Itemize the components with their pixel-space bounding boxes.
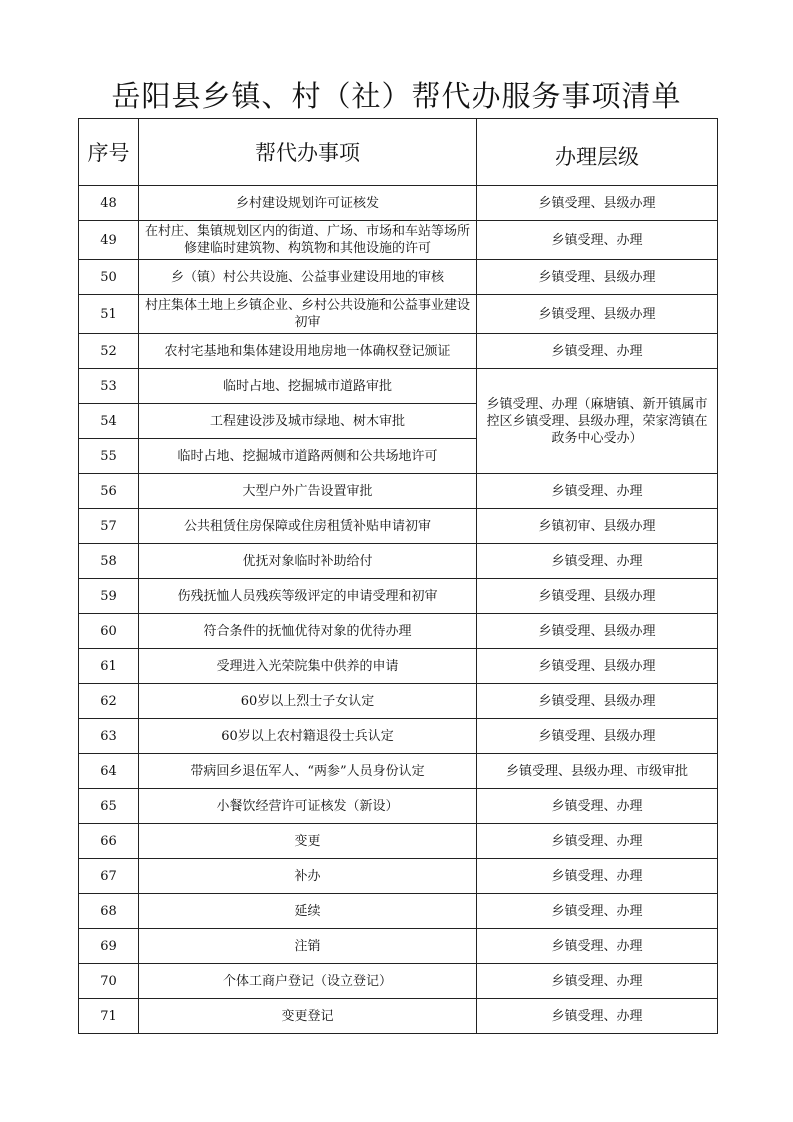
row-item: 农村宅基地和集体建设用地房地一体确权登记颁证: [139, 334, 477, 369]
table-row: [79, 260, 718, 295]
row-level: 乡镇初审、县级办理: [477, 509, 718, 544]
row-num: 63: [79, 719, 139, 754]
row-item: 临时占地、挖掘城市道路两侧和公共场地许可: [139, 439, 477, 474]
row-level-merged: 乡镇受理、办理（麻塘镇、新开镇属市控区乡镇受理、县级办理，荣家湾镇在政务中心受办）: [477, 369, 718, 474]
table-header-row: [79, 119, 718, 186]
row-num: 64: [79, 754, 139, 789]
row-level: 乡镇受理、县级办理: [477, 684, 718, 719]
row-level: 乡镇受理、办理: [477, 964, 718, 999]
row-level: 乡镇受理、办理: [477, 221, 718, 260]
row-level: 乡镇受理、县级办理: [477, 614, 718, 649]
table-row: [79, 999, 718, 1034]
row-item: 延续: [139, 894, 477, 929]
row-item: 乡（镇）村公共设施、公益事业建设用地的审核: [139, 260, 477, 295]
row-num: 56: [79, 474, 139, 509]
row-level: 乡镇受理、办理: [477, 894, 718, 929]
row-num: 65: [79, 789, 139, 824]
row-num: 50: [79, 260, 139, 295]
row-level: 乡镇受理、县级办理: [477, 186, 718, 221]
row-level: 乡镇受理、办理: [477, 929, 718, 964]
table-row: [79, 684, 718, 719]
row-level: 乡镇受理、县级办理: [477, 579, 718, 614]
table-row: [79, 509, 718, 544]
table-row: [79, 614, 718, 649]
service-table: [78, 118, 718, 1034]
row-num: 48: [79, 186, 139, 221]
row-level: 乡镇受理、县级办理: [477, 649, 718, 684]
row-num: 68: [79, 894, 139, 929]
row-item: 大型户外广告设置审批: [139, 474, 477, 509]
row-item: 变更登记: [139, 999, 477, 1034]
service-table-wrapper: [78, 118, 718, 1034]
row-num: 55: [79, 439, 139, 474]
row-level: 乡镇受理、县级办理: [477, 719, 718, 754]
row-item: 60岁以上农村籍退役士兵认定: [139, 719, 477, 754]
table-row: [79, 964, 718, 999]
row-item: 变更: [139, 824, 477, 859]
row-level: 乡镇受理、办理: [477, 789, 718, 824]
row-item: 村庄集体土地上乡镇企业、乡村公共设施和公益事业建设初审: [139, 295, 477, 334]
row-num: 49: [79, 221, 139, 260]
table-row: [79, 544, 718, 579]
row-item: 受理进入光荣院集中供养的申请: [139, 649, 477, 684]
row-item: 60岁以上烈士子女认定: [139, 684, 477, 719]
row-num: 51: [79, 295, 139, 334]
row-item: 带病回乡退伍军人、“两参”人员身份认定: [139, 754, 477, 789]
table-row: [79, 186, 718, 221]
row-num: 62: [79, 684, 139, 719]
row-num: 70: [79, 964, 139, 999]
row-item: 临时占地、挖掘城市道路审批: [139, 369, 477, 404]
row-level: 乡镇受理、县级办理、市级审批: [477, 754, 718, 789]
row-level: 乡镇受理、县级办理: [477, 260, 718, 295]
header-level: 办理层级: [477, 119, 718, 186]
header-num: 序号: [79, 119, 139, 186]
row-item: 伤残抚恤人员残疾等级评定的申请受理和初审: [139, 579, 477, 614]
table-row: [79, 649, 718, 684]
table-row: [79, 824, 718, 859]
row-item: 在村庄、集镇规划区内的街道、广场、市场和车站等场所修建临时建筑物、构筑物和其他设施的许可: [139, 221, 477, 260]
table-row: [79, 929, 718, 964]
table-row: [79, 474, 718, 509]
row-num: 57: [79, 509, 139, 544]
table-row: [79, 579, 718, 614]
row-num: 66: [79, 824, 139, 859]
table-row: [79, 334, 718, 369]
table-row: [79, 719, 718, 754]
table-row: [79, 369, 718, 404]
row-num: 59: [79, 579, 139, 614]
row-level: 乡镇受理、办理: [477, 999, 718, 1034]
row-item: 个体工商户登记（设立登记）: [139, 964, 477, 999]
row-level: 乡镇受理、办理: [477, 824, 718, 859]
row-num: 61: [79, 649, 139, 684]
row-num: 54: [79, 404, 139, 439]
row-num: 53: [79, 369, 139, 404]
table-row: [79, 859, 718, 894]
row-level: 乡镇受理、办理: [477, 474, 718, 509]
row-num: 71: [79, 999, 139, 1034]
row-item: 注销: [139, 929, 477, 964]
table-row: [79, 221, 718, 260]
row-num: 58: [79, 544, 139, 579]
table-row: [79, 754, 718, 789]
row-num: 52: [79, 334, 139, 369]
page-title: 岳阳县乡镇、村（社）帮代办服务事项清单: [111, 79, 682, 113]
row-num: 60: [79, 614, 139, 649]
row-level: 乡镇受理、办理: [477, 544, 718, 579]
row-num: 69: [79, 929, 139, 964]
row-level: 乡镇受理、办理: [477, 334, 718, 369]
row-item: 乡村建设规划许可证核发: [139, 186, 477, 221]
row-item: 公共租赁住房保障或住房租赁补贴申请初审: [139, 509, 477, 544]
row-level: 乡镇受理、办理: [477, 859, 718, 894]
row-item: 优抚对象临时补助给付: [139, 544, 477, 579]
row-item: 工程建设涉及城市绿地、树木审批: [139, 404, 477, 439]
row-item: 符合条件的抚恤优待对象的优待办理: [139, 614, 477, 649]
table-row: [79, 789, 718, 824]
row-num: 67: [79, 859, 139, 894]
table-row: [79, 295, 718, 334]
row-level: 乡镇受理、县级办理: [477, 295, 718, 334]
row-item: 补办: [139, 859, 477, 894]
header-item: 帮代办事项: [139, 119, 477, 186]
row-item: 小餐饮经营许可证核发（新设）: [139, 789, 477, 824]
table-row: [79, 894, 718, 929]
